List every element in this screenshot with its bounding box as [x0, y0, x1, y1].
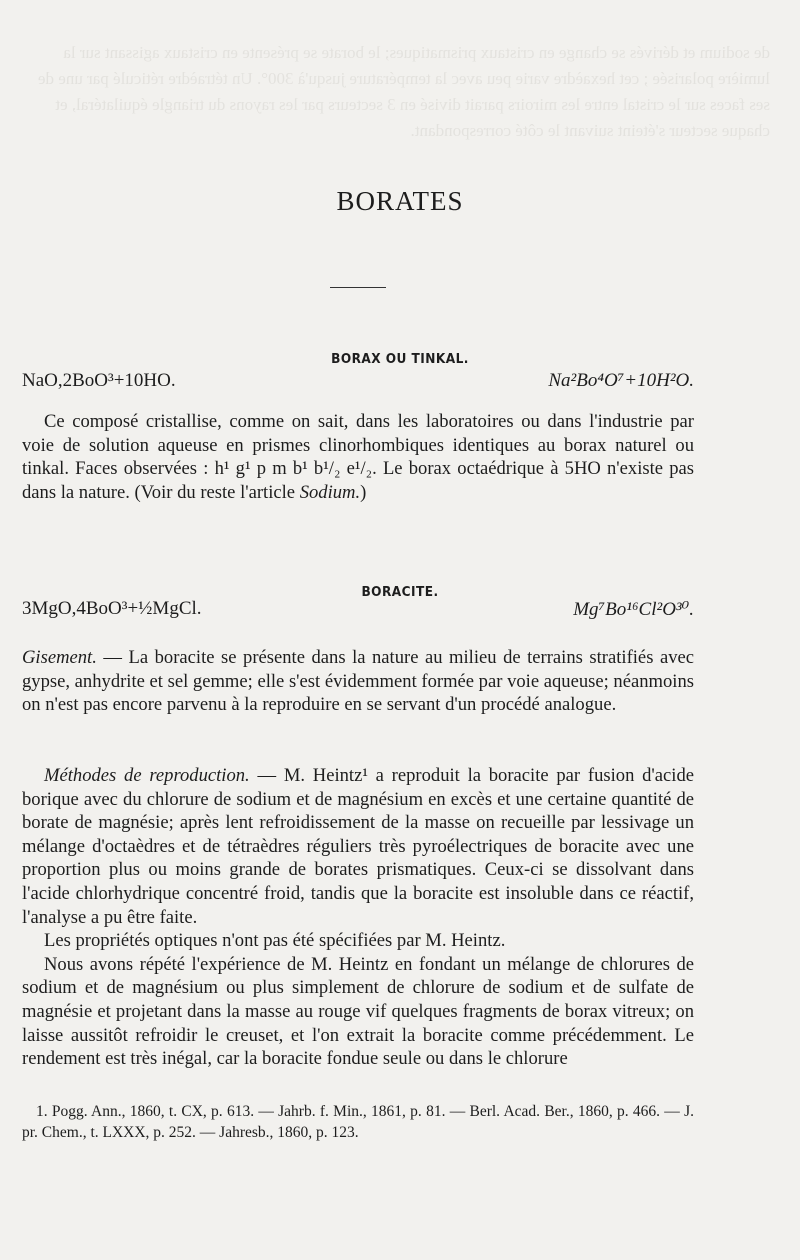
boracite-formula-equivalent: 3MgO,4BoO³+½MgCl.: [22, 598, 202, 619]
borax-text-end: ): [360, 481, 367, 503]
borax-formula-equivalent: NaO,2BoO³+10HO.: [22, 370, 176, 391]
footnote-1: 1. Pogg. Ann., 1860, t. CX, p. 613. — Jahrb. f. Min., 1861, p. 81. — Berl. Acad. Ber., 1860, p. 466. — J. pr. Chem., t. LXXX, p. 252. — Jahresb., 1860, p. 123.: [22, 1103, 694, 1141]
methodes-text: — M. Heintz¹ a reproduit la boracite par fusion d'acide borique avec du chlorure de sodium et de magnésium en excès et une certaine quantité de borate de magnésie; après lent refroidissement de la masse on recueille par lessivage un mélange d'octaèdres et de tétraèdres réguliers très pyroélectriques de boracite avec une proportion plus ou moins grande de borates prismatiques. Ceux-ci se dissolvant dans l'acide chlorhydrique concentré froid, tandis que la boracite est insoluble dans ce réactif, l'analyse a pu être faite.: [22, 765, 694, 928]
methodes-label: Méthodes de reproduction.: [44, 765, 250, 786]
borax-text: Ce composé cristallise, comme on sait, dans les laboratoires ou dans l'industrie par voie de solution aqueuse en prismes clinorhombiques identiques au borax naturel ou tinkal. Faces observées : h¹ g¹ p m b¹ b¹/₂ e¹/₂. Le borax octaédrique à 5HO n'existe pas dans la nature. (Voir du reste l'article: [22, 411, 694, 503]
optics-paragraph: Les propriétés optiques n'ont pas été spécifiées par M. Heintz.: [44, 930, 506, 952]
borax-heading: BORAX OU TINKAL.: [331, 351, 469, 367]
repeat-paragraph: Nous avons répété l'expérience de M. Heintz en fondant un mélange de chlorures de sodium et de magnésium ou plus simplement de chlorure de sodium et de sulfate de magnésie et projetant dans la masse au rouge vif quelques fragments de borax vitreux; on laisse aussitôt refroidir le creuset, et l'on extrait la boracite comme précédemment. Le rendement est très inégal, car la boracite fondue seule ou dans le chlorure: [22, 953, 694, 1070]
boracite-gisement: [22, 646, 694, 717]
title-divider: [330, 287, 386, 288]
show-through-background: de sodium et dérivés se change en cristaux prismatiques; le borate se présente en cristaux agissant sur la lumière polarisée ; cet hexaèdre varie peu avec la température jusqu'à 300°. Un tétraèdre réticulé par une de ses faces sur le cristal entre les miroirs parait divisé en 3 secteurs par les rayons du triangle équilatéral, et chaque secteur s'éteint suivant le côté correspondant.: [38, 43, 770, 140]
gisement-text: — La boracite se présente dans la nature au milieu de terrains stratifiés avec gypse, anhydrite et sel gemme; elle s'est évidemment formée par voie aqueuse; néanmoins on n'est pas encore parvenu à la reproduire en se servant d'un procédé analogue.: [22, 647, 694, 716]
page-title: BORATES: [336, 186, 464, 216]
boracite-formulas: [22, 598, 694, 621]
borax-formulas: [22, 370, 694, 392]
footnotes: [22, 1101, 694, 1143]
boracite-formula-atomic: Mg⁷Bo¹⁶Cl²O³⁰.: [573, 599, 694, 620]
borax-reference: Sodium.: [299, 481, 361, 503]
boracite-methodes: [22, 764, 694, 1071]
borax-formula-atomic: Na²Bo⁴O⁷+10H²O.: [548, 370, 694, 391]
gisement-label: Gisement.: [22, 647, 97, 668]
borax-description: [22, 410, 694, 504]
boracite-heading: BORACITE.: [361, 584, 439, 600]
